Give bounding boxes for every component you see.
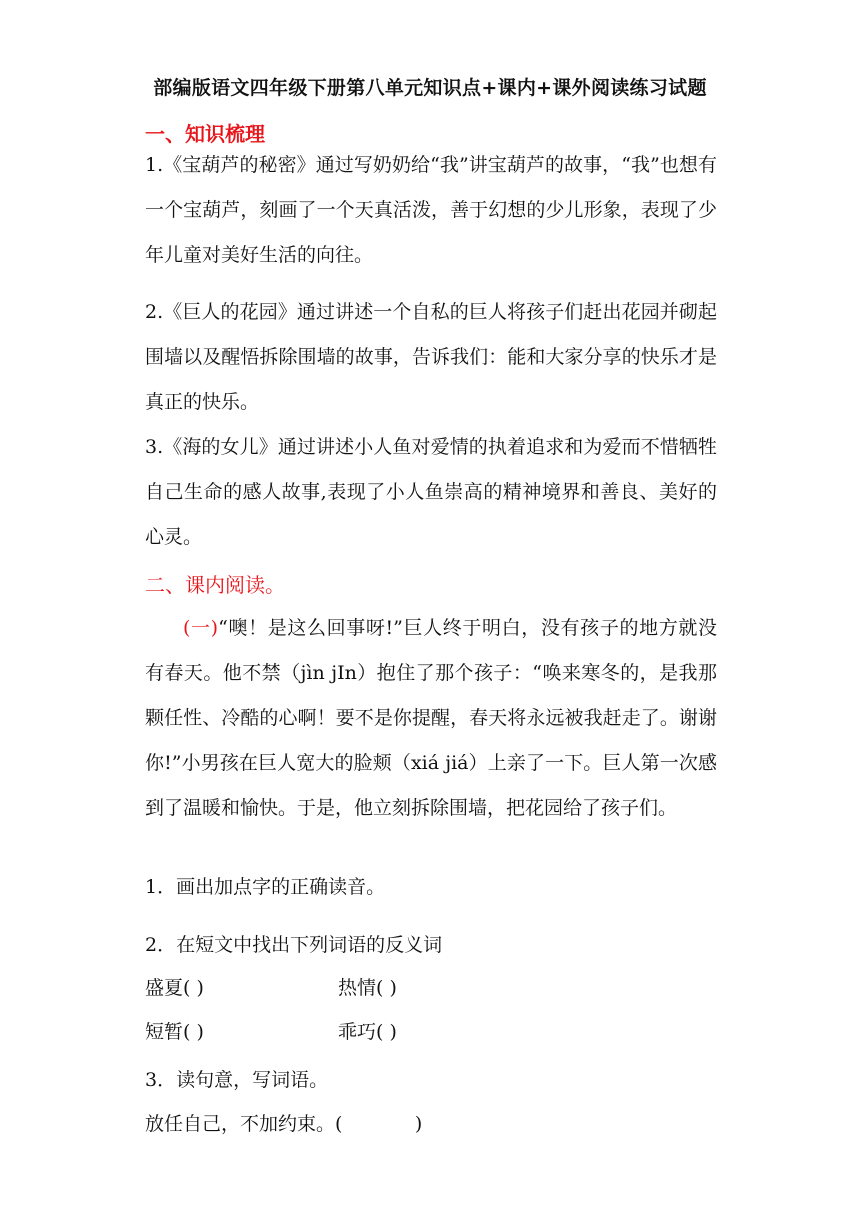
antonym-item: 盛夏( ) xyxy=(145,977,204,999)
passage-text: “噢！是这么回事呀!”巨人终于明白，没有孩子的地方就没有春天。他不禁（jìn jIn）抱住了那个孩子：“唤来寒冬的，是我那颗任性、冷酷的心啊！要不是你提醒，春天将永远被我赶走了。谢谢你!”小男孩在巨人宽大的脸颊（xiá jiá）上亲了一下。巨人第一次感到了温暖和愉快。于是，他立刻拆除围墙，把花园给了孩子们。 xyxy=(145,617,717,819)
knowledge-point-3: 3.《海的女儿》通过讲述小人鱼对爱情的执着追求和为爱而不惜牺牲自己生命的感人故事,表现了小人鱼崇高的精神境界和善良、美好的心灵。 xyxy=(145,436,717,548)
section-heading-reading: 二、课内阅读。 xyxy=(145,573,285,597)
reading-passage xyxy=(145,606,717,831)
knowledge-point-1: 1.《宝葫芦的秘密》通过写奶奶给“我”讲宝葫芦的故事，“我”也想有一个宝葫芦，刻画了一个天真活泼，善于幻想的少儿形象，表现了少年儿童对美好生活的向往。 xyxy=(145,154,717,266)
antonym-item: 乖巧( ) xyxy=(338,1021,397,1043)
antonym-item: 热情( ) xyxy=(338,977,397,999)
section-heading-knowledge: 一、知识梳理 xyxy=(145,122,265,146)
question-1: 1．画出加点字的正确读音。 xyxy=(145,876,386,898)
question-3: 3．读句意，写词语。 xyxy=(145,1069,329,1091)
question-2: 2．在短文中找出下列词语的反义词 xyxy=(145,934,443,956)
document-title: 部编版语文四年级下册第八单元知识点+课内+课外阅读练习试题 xyxy=(153,77,707,99)
question-3-item: 放任自己，不加约束。( ) xyxy=(145,1113,423,1135)
antonym-item: 短暂( ) xyxy=(145,1021,204,1043)
knowledge-point-2: 2.《巨人的花园》通过讲述一个自私的巨人将孩子们赶出花园并砌起围墙以及醒悟拆除围墙的故事，告诉我们：能和大家分享的快乐才是真正的快乐。 xyxy=(145,301,717,413)
passage-label: (一) xyxy=(183,617,219,639)
